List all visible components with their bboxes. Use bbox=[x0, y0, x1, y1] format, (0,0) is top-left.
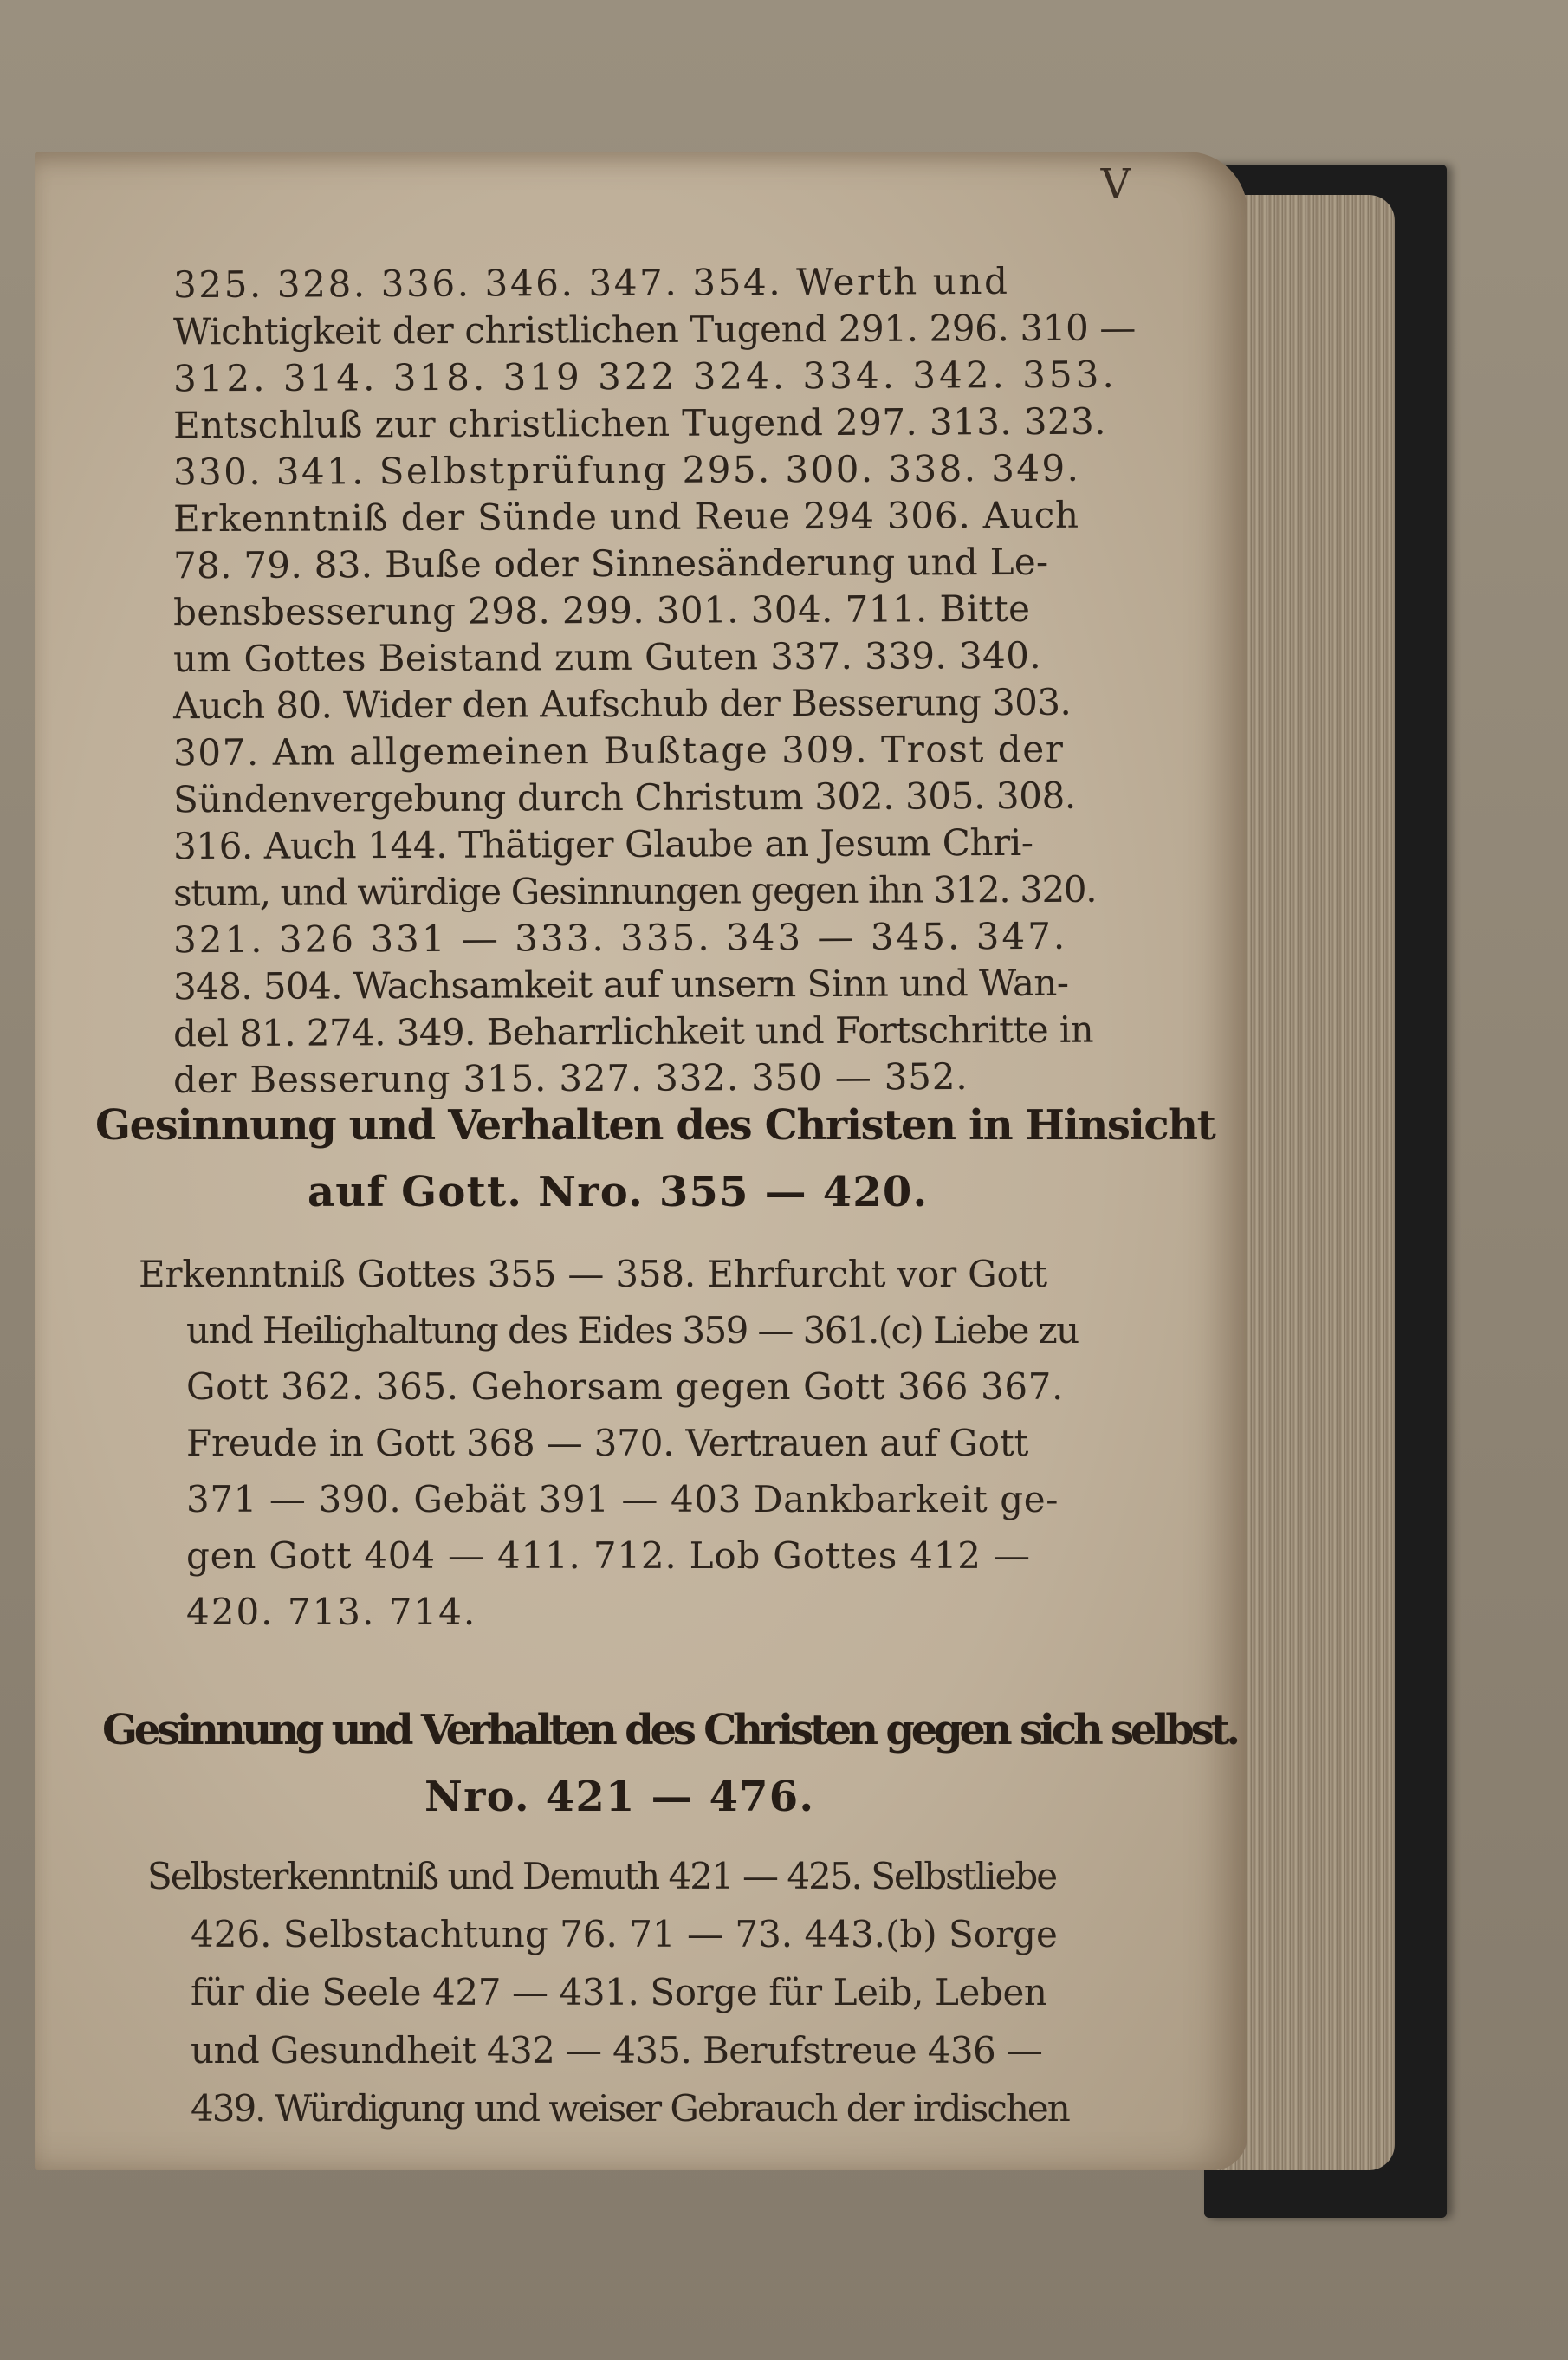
text-line: 330. 341. Selbstprüfung 295. 300. 338. 349. bbox=[172, 446, 1081, 494]
text-line: und Gesundheit 432 — 435. Berufstreue 436 — bbox=[191, 2029, 1043, 2071]
text-line: Gott 362. 365. Gehorsam gegen Gott 366 367. bbox=[186, 1365, 1064, 1408]
text-line: 307. Am allgemeinen Bußtage 309. Trost der bbox=[172, 727, 1065, 775]
text-line: 371 — 390. Gebät 391 — 403 Dankbarkeit ge- bbox=[186, 1478, 1059, 1520]
text-line: bensbesserung 298. 299. 301. 304. 711. Bitte bbox=[172, 587, 1031, 634]
text-line: Freude in Gott 368 — 370. Vertrauen auf Gott bbox=[186, 1422, 1029, 1464]
text-line: 316. Auch 144. Thätiger Glaube an Jesum Chri- bbox=[172, 820, 1033, 868]
page-number: V bbox=[1100, 160, 1131, 209]
text-line: 420. 713. 714. bbox=[186, 1591, 477, 1633]
text-line: Wichtigkeit der christlichen Tugend 291. 296. 310 — bbox=[172, 306, 1137, 353]
text-line: Auch 80. Wider den Aufschub der Besserung 303. bbox=[172, 680, 1072, 728]
text-line: stum, und würdige Gesinnungen gegen ihn 312. 320. bbox=[172, 867, 1097, 915]
text-line: 312. 314. 318. 319 322 324. 334. 342. 353. bbox=[172, 353, 1118, 400]
text-line: Erkenntniß der Sünde und Reue 294 306. Auch bbox=[172, 493, 1079, 541]
text-line: 348. 504. Wachsamkeit auf unsern Sinn und Wan- bbox=[172, 961, 1069, 1008]
text-line: der Besserung 315. 327. 332. 350 — 352. bbox=[172, 1054, 969, 1102]
text-line: um Gottes Beistand zum Guten 337. 339. 340. bbox=[172, 633, 1042, 681]
text-line: 325. 328. 336. 346. 347. 354. Werth und bbox=[172, 259, 1010, 307]
text-line: 426. Selbstachtung 76. 71 — 73. 443.(b) Sorge bbox=[191, 1913, 1058, 1955]
section-heading-self-range: Nro. 421 — 476. bbox=[424, 1773, 815, 1821]
section-heading-god-range: auf Gott. Nro. 355 — 420. bbox=[308, 1168, 929, 1216]
text-line: del 81. 274. 349. Beharrlichkeit und Fortschritte in bbox=[172, 1008, 1094, 1055]
text-line: gen Gott 404 — 411. 712. Lob Gottes 412 — bbox=[186, 1534, 1031, 1577]
text-line: 78. 79. 83. Buße oder Sinnesänderung und Le- bbox=[172, 540, 1049, 587]
text-line: Entschluß zur christlichen Tugend 297. 313. 323. bbox=[172, 399, 1107, 447]
text-line: 321. 326 331 — 333. 335. 343 — 345. 347. bbox=[172, 914, 1068, 962]
text-line: und Heilighaltung des Eides 359 — 361.(c) Liebe zu bbox=[186, 1309, 1079, 1352]
text-line: Sündenvergebung durch Christum 302. 305. 308. bbox=[172, 774, 1076, 821]
text-line: 439. Würdigung und weiser Gebrauch der irdischen bbox=[191, 2087, 1069, 2130]
text-line: Erkenntniß Gottes 355 — 358. Ehrfurcht vor Gott bbox=[139, 1253, 1047, 1295]
text-line: für die Seele 427 — 431. Sorge für Leib, Leben bbox=[191, 1971, 1047, 2013]
text-line: Selbsterkenntniß und Demuth 421 — 425. Selbstliebe bbox=[147, 1855, 1057, 1897]
section-heading-god: Gesinnung und Verhalten des Christen in Hinsicht bbox=[95, 1101, 1215, 1150]
section-heading-self: Gesinnung und Verhalten des Christen gegen sich selbst. bbox=[102, 1706, 1237, 1754]
